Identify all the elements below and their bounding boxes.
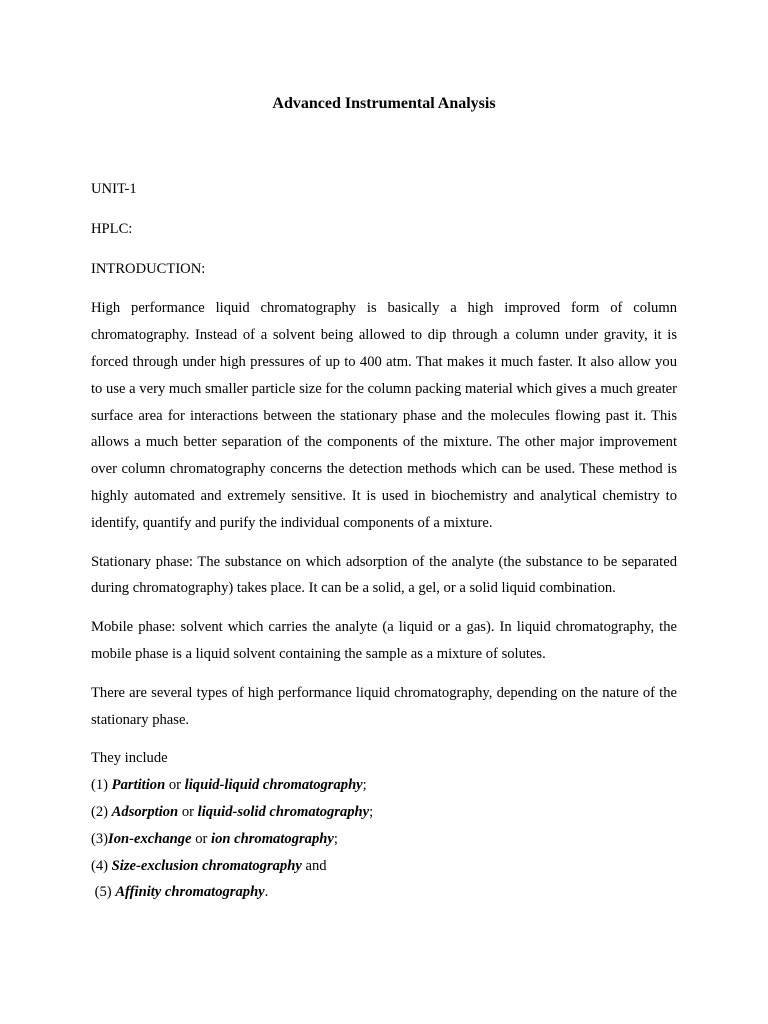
- document-title: Advanced Instrumental Analysis: [272, 95, 496, 112]
- unit-label: UNIT-1: [91, 181, 137, 197]
- list-item: (4) Size-exclusion chromatography and: [91, 857, 327, 874]
- list-item: (5) Affinity chromatography.: [91, 884, 269, 901]
- types-paragraph: There are several types of high performance liquid chromatography, depending on the nature of the stationary phase.: [91, 684, 677, 728]
- list-term: liquid-solid chromatography: [197, 803, 370, 820]
- stationary-phase-paragraph: Stationary phase: The substance on which adsorption of the analyte (the substance to be separated during chromatography) takes place. It can be a solid, a gel, or a solid liquid combination.: [91, 553, 677, 597]
- intro-paragraph: High performance liquid chromatography is basically a high improved form of column chromatography. Instead of a solvent being allowed to dip through a column under gravity, it is forced through under high pressures of up to 400 atm. That makes it much faster. It also allow you to use a very much smaller particle size for the column packing material which gives a much greater surface area for interactions between the stationary phase and the molecules flowing past it. This allows a much better separation of the components of the mixture. The other major improvement over column chromatography concerns the detection methods which can be used. These method is highly automated and extremely sensitive. It is used in biochemistry and analytical chemistry to identify, quantify and purify the individual components of a mixture.: [91, 300, 677, 531]
- list-item: (1) Partition or liquid-liquid chromatography;: [91, 777, 367, 794]
- section-heading: INTRODUCTION:: [91, 260, 206, 277]
- list-intro: They include: [91, 750, 168, 767]
- list-item: (2) Adsorption or liquid-solid chromatography;: [91, 803, 374, 820]
- topic-heading: HPLC:: [91, 220, 133, 237]
- list-term: Adsorption: [111, 803, 179, 820]
- types-list: [91, 772, 677, 906]
- mobile-phase-paragraph: Mobile phase: solvent which carries the analyte (a liquid or a gas). In liquid chromatography, the mobile phase is a liquid solvent containing the sample as a mixture of solutes.: [91, 619, 677, 662]
- list-term: Partition: [111, 777, 166, 794]
- list-term: Size-exclusion chromatography: [111, 857, 302, 874]
- list-term: liquid-liquid chromatography: [184, 777, 363, 794]
- list-term: ion chromatography: [211, 830, 334, 847]
- document-body: [91, 176, 677, 906]
- list-item: (3)Ion-exchange or ion chromatography;: [91, 830, 338, 847]
- list-term: Affinity chromatography: [115, 884, 265, 901]
- list-term: Ion-exchange: [108, 830, 192, 847]
